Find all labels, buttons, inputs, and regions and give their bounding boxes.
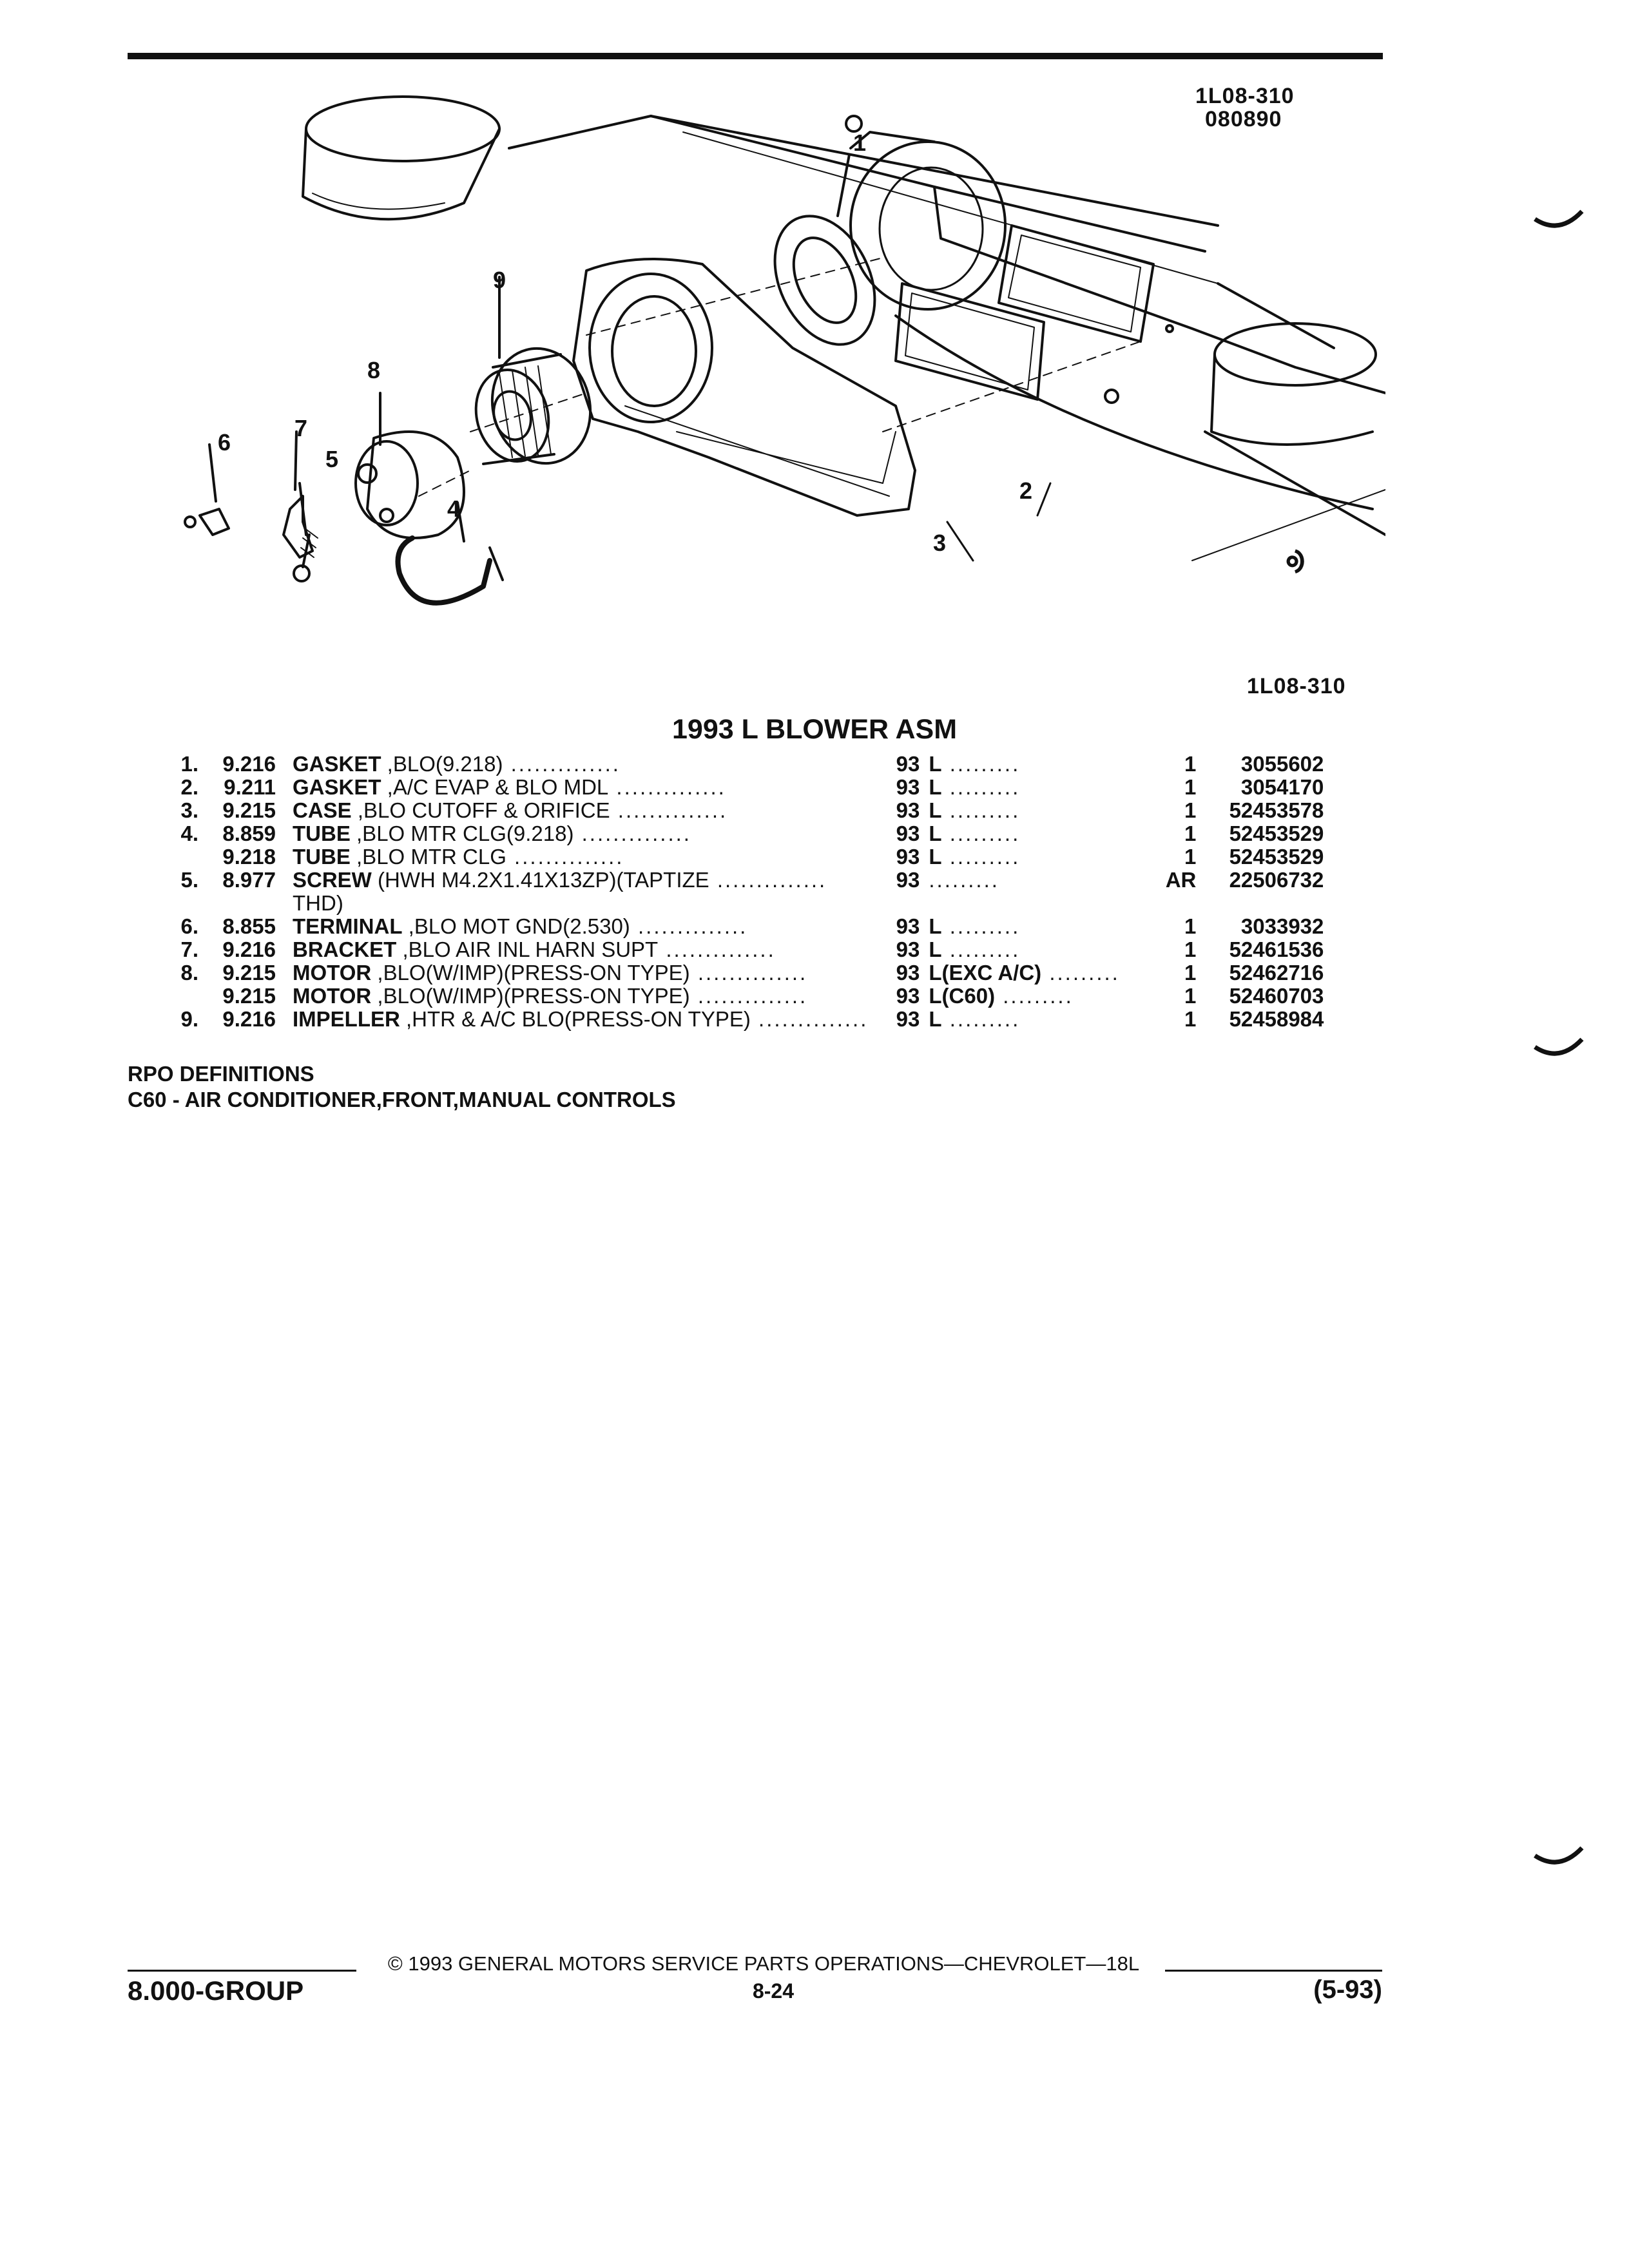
part-number: 22506732 [1229, 868, 1324, 892]
quantity: 1 [1184, 775, 1197, 799]
blower-case-item-3 [574, 259, 915, 515]
callout-7: 7 [294, 415, 309, 441]
firewall-panel [509, 116, 1385, 561]
item-number [166, 845, 214, 869]
part-number: 52462716 [1229, 961, 1324, 985]
group-code: 8.855 [222, 914, 276, 938]
part-detail: ,A/C EVAP & BLO MDL [381, 775, 609, 799]
leader-dots: ......... [929, 868, 999, 892]
group-code: 9.215 [222, 984, 276, 1008]
model-year: 93 [896, 845, 920, 869]
quantity: 1 [1184, 822, 1197, 845]
rpo-value: L(C60) [929, 984, 996, 1008]
part-name: MOTOR [293, 984, 372, 1008]
rpo-code [929, 985, 1151, 1008]
leader-dots: ......... [941, 914, 1021, 938]
binder-mark [1534, 200, 1585, 238]
table-row [166, 985, 1324, 1008]
group-code: 9.216 [222, 752, 276, 776]
group-code: 9.216 [222, 937, 276, 961]
part-name: TERMINAL [293, 914, 403, 938]
group-code: 9.215 [222, 798, 276, 822]
part-detail: ,BLO(W/IMP)(PRESS-ON TYPE) [371, 984, 690, 1008]
leader-dots: ......... [941, 822, 1021, 845]
callout-1: 1 [853, 130, 867, 156]
callout-5: 5 [325, 446, 340, 472]
model-year: 93 [896, 798, 920, 822]
terminal-item-6 [185, 445, 229, 535]
logo-mark: ᢀ [1286, 545, 1306, 582]
rpo-code [929, 892, 1151, 915]
part-detail: ,BLO(W/IMP)(PRESS-ON TYPE) [371, 961, 690, 985]
callout-6: 6 [218, 429, 232, 456]
leader-dots: ......... [941, 798, 1021, 822]
group-code [214, 892, 293, 915]
item-number: 4. [180, 822, 198, 845]
item-number: 2. [180, 775, 198, 799]
quantity: 1 [1184, 845, 1197, 869]
part-number: 52453529 [1229, 822, 1324, 845]
callout-4: 4 [447, 495, 461, 522]
leader-dots: .............. [608, 775, 726, 799]
firewall-opening [846, 116, 1005, 309]
rpo-code [929, 776, 1151, 799]
part-description [293, 985, 868, 1008]
air-cleaner-dome-left [303, 97, 499, 219]
figure-code-lower: 1L08-310 [1247, 674, 1346, 698]
leader-dots: .............. [709, 868, 827, 892]
leader-dots: ......... [941, 1007, 1021, 1031]
part-description [293, 869, 868, 892]
rpo-code [929, 753, 1151, 776]
leader-dots: .............. [503, 752, 621, 776]
rpo-code [929, 799, 1151, 822]
leader-dots: ......... [995, 984, 1074, 1008]
leader-dots: .............. [658, 937, 776, 961]
footer-rule-right [1165, 1970, 1382, 1972]
leader-dots: ......... [941, 937, 1021, 961]
group-code: 8.977 [222, 868, 276, 892]
quantity: 1 [1184, 984, 1197, 1008]
quantity: 1 [1184, 1007, 1197, 1031]
quantity: AR [1165, 868, 1197, 892]
table-row [166, 845, 1324, 869]
leader-dots: .............. [610, 798, 728, 822]
part-number [1208, 892, 1324, 915]
rpo-code [929, 938, 1151, 961]
part-name: BRACKET [293, 937, 397, 961]
rpo-value: L [929, 775, 942, 799]
rpo-value: L [929, 822, 942, 845]
quantity: 1 [1184, 914, 1197, 938]
model-year: 93 [896, 822, 920, 845]
rpo-value: L [929, 1007, 942, 1031]
callout-2: 2 [1019, 477, 1034, 504]
callout-9: 9 [493, 267, 507, 293]
binder-mark [1534, 1836, 1585, 1875]
model-year [868, 892, 929, 915]
leader-dots: .............. [574, 822, 691, 845]
rpo-code [929, 961, 1151, 985]
rpo-value: L(EXC A/C) [929, 961, 1042, 985]
part-description [293, 938, 868, 961]
rpo-code [929, 822, 1151, 845]
quantity [1151, 892, 1208, 915]
part-number: 3033932 [1240, 914, 1324, 938]
part-description [293, 845, 868, 869]
rpo-code [929, 845, 1151, 869]
part-number: 3055602 [1240, 752, 1324, 776]
model-year: 93 [896, 752, 920, 776]
page-title: 1993 L BLOWER ASM [671, 714, 958, 745]
leader-dots: .............. [630, 914, 748, 938]
table-row [166, 915, 1324, 938]
part-detail: (HWH M4.2X1.41X13ZP)(TAPTIZE [371, 868, 709, 892]
leader-dots: ......... [941, 845, 1021, 869]
model-year: 93 [896, 984, 920, 1008]
part-name: TUBE [293, 845, 351, 869]
part-detail: ,BLO AIR INL HARN SUPT [396, 937, 659, 961]
leader-dots: ......... [941, 775, 1021, 799]
table-row [166, 961, 1324, 985]
part-number: 3054170 [1240, 775, 1324, 799]
table-row [166, 799, 1324, 822]
callout-8: 8 [367, 357, 381, 383]
table-row [166, 938, 1324, 961]
model-year: 93 [896, 868, 920, 892]
part-description [293, 776, 868, 799]
part-number: 52453529 [1229, 845, 1324, 869]
rpo-definitions-heading: RPO DEFINITIONS [128, 1062, 314, 1086]
part-name: IMPELLER [293, 1007, 400, 1031]
page-number: 8-24 [752, 1979, 795, 2003]
part-number: 52458984 [1229, 1007, 1324, 1031]
rpo-value: L [929, 845, 942, 869]
item-number [166, 985, 214, 1008]
group-code: 8.859 [222, 822, 276, 845]
part-number: 52460703 [1229, 984, 1324, 1008]
item-number: 5. [180, 868, 198, 892]
figure-code: 1L08-310 [1195, 84, 1295, 108]
table-row [166, 892, 1324, 915]
rpo-value: L [929, 937, 942, 961]
part-detail: ,HTR & A/C BLO(PRESS-ON TYPE) [400, 1007, 751, 1031]
model-year: 93 [896, 961, 920, 985]
part-description [293, 1008, 868, 1031]
quantity: 1 [1184, 937, 1197, 961]
part-detail: ,BLO(9.218) [381, 752, 503, 776]
revision-date: (5-93) [1313, 1975, 1382, 2004]
binder-mark [1534, 1028, 1585, 1066]
rpo-definition-item: C60 - AIR CONDITIONER,FRONT,MANUAL CONTROLS [128, 1088, 676, 1111]
table-row [166, 753, 1324, 776]
item-number: 6. [180, 914, 198, 938]
item-number: 9. [180, 1007, 198, 1031]
rpo-code [929, 869, 1151, 892]
bracket-item-7 [284, 432, 313, 557]
top-rule [128, 53, 1383, 59]
rpo-value: L [929, 798, 942, 822]
group-number: 8.000-GROUP [128, 1975, 304, 2006]
leader-dots: ......... [941, 752, 1021, 776]
part-description [293, 915, 868, 938]
rpo-value: L [929, 752, 942, 776]
blower-assembly-illustration [174, 71, 1385, 651]
part-number: 52453578 [1229, 798, 1324, 822]
copyright-notice: © 1993 GENERAL MOTORS SERVICE PARTS OPERATIONS—CHEVROLET—18L [387, 1952, 1140, 1975]
group-code: 9.216 [222, 1007, 276, 1031]
group-code: 9.218 [222, 845, 276, 869]
item-number: 8. [180, 961, 198, 985]
leader-dots: .............. [689, 961, 808, 985]
rpo-code [929, 1008, 1151, 1031]
item-number [166, 892, 214, 915]
callout-3: 3 [933, 530, 947, 556]
parts-table [166, 753, 1324, 1031]
leader-dots: ......... [1041, 961, 1120, 985]
table-row [166, 869, 1324, 892]
part-detail: ,BLO MOT GND(2.530) [402, 914, 630, 938]
part-name: GASKET [293, 752, 381, 776]
part-description [293, 822, 868, 845]
leader-dots: .............. [689, 984, 808, 1008]
group-code: 9.211 [224, 775, 276, 799]
part-detail: ,BLO CUTOFF & ORIFICE [351, 798, 610, 822]
part-detail: ,BLO MTR CLG [350, 845, 506, 869]
quantity: 1 [1184, 961, 1197, 985]
part-description [293, 753, 868, 776]
leader-dots: .............. [750, 1007, 869, 1031]
table-row [166, 776, 1324, 799]
part-description [293, 799, 868, 822]
quantity: 1 [1184, 798, 1197, 822]
part-detail: THD) [293, 891, 343, 915]
table-row [166, 1008, 1324, 1031]
model-year: 93 [896, 937, 920, 961]
model-year: 93 [896, 914, 920, 938]
rpo-code [929, 915, 1151, 938]
part-name: GASKET [293, 775, 381, 799]
part-name: CASE [293, 798, 352, 822]
part-name: SCREW [293, 868, 372, 892]
part-name: TUBE [293, 822, 351, 845]
item-number: 1. [180, 752, 198, 776]
footer-rule-left [128, 1970, 356, 1972]
model-year: 93 [896, 775, 920, 799]
part-detail: ,BLO MTR CLG(9.218) [350, 822, 574, 845]
part-description [293, 961, 868, 985]
figure-date: 080890 [1205, 107, 1282, 131]
group-code: 9.215 [222, 961, 276, 985]
item-number: 7. [180, 937, 198, 961]
model-year: 93 [896, 1007, 920, 1031]
table-row [166, 822, 1324, 845]
item-number: 3. [180, 798, 198, 822]
part-description [293, 892, 868, 915]
part-number: 52461536 [1229, 937, 1324, 961]
rpo-value: L [929, 914, 942, 938]
quantity: 1 [1184, 752, 1197, 776]
leader-dots: .............. [506, 845, 624, 869]
evaporator-opening [896, 226, 1173, 403]
part-name: MOTOR [293, 961, 372, 985]
